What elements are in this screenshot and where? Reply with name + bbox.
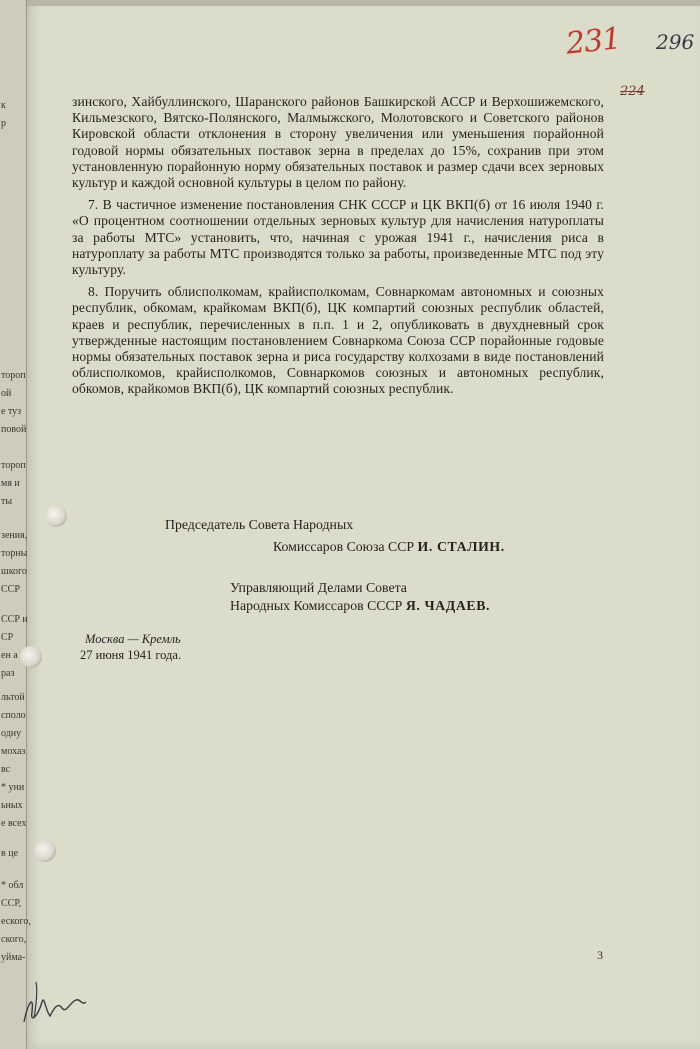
signature-title-manager: Управляющий Делами Совета	[230, 580, 407, 595]
signature-manager	[230, 598, 490, 614]
margin-fragment: ен а	[1, 650, 18, 661]
binding-hole	[34, 840, 56, 862]
handwritten-signature	[20, 972, 90, 1032]
signature-title-chairman: Председатель Совета Народных	[165, 517, 354, 532]
archive-folio: 296	[656, 30, 695, 54]
margin-fragment: уйма-	[1, 952, 26, 963]
margin-fragment: повой	[1, 424, 27, 435]
page-number: 3	[597, 948, 603, 962]
place-of-signing: Москва — Кремль	[85, 632, 181, 646]
margin-fragment: к	[1, 100, 6, 111]
archive-folio-red: 231	[564, 21, 622, 62]
margin-fragment: торны	[1, 548, 28, 559]
paragraph-8: 8. Поручить облисполкомам, крайисполкомам, Совнаркомам автономных и союзных республик, обкомам, крайкомам ВКП(б), ЦК компартий союзных республик областей, краев и республик, перечисленных в п.п. 1 и 2, опубликовать в двухдневный срок утвержденные настоящим постановлением Совнаркома Союза ССР порайонные годовые нормы обязательных поставок зерна и риса государству колхозами в виде постановлений облисполкомов, крайисполкомов, Совнаркомов союзных и автономных республик, обкомов, крайкомов ВКП(б), ЦК компартий союзных республик.	[72, 284, 604, 397]
paragraph-continuation: зинского, Хайбуллинского, Шаранского районов Башкирской АССР и Верхошижемского, Кильмезского, Вятско-Полянского, Малмыжского, Молотовского и Советского районов Кировской области отклонения в сторону увеличения или уменьшения порайонной годовой нормы обязательных поставок зерна в пределах до 15%, сохранив при этом установленную порайонную норму обязательных поставок и размер сдачи всех зерновых культур и каждой основной культуры в целом по району.	[72, 94, 604, 191]
binding-hole	[20, 646, 42, 668]
margin-fragment: ССР и	[1, 614, 28, 625]
margin-fragment: одну	[1, 728, 22, 739]
margin-fragment: раз	[1, 668, 15, 679]
margin-fragment: ССР	[1, 584, 20, 595]
document-body	[72, 94, 604, 404]
signature-chairman-name: И. СТАЛИН.	[417, 539, 505, 554]
margin-fragment: мохаз	[1, 746, 26, 757]
margin-fragment: * уни	[1, 782, 25, 793]
margin-fragment: СР	[1, 632, 14, 643]
margin-fragment: вс	[1, 764, 11, 775]
signature-manager-title: Народных Комиссаров СССР	[230, 598, 403, 613]
margin-fragment: ты	[1, 496, 13, 507]
paper-top-edge	[26, 0, 700, 6]
margin-fragment: ССР,	[1, 898, 22, 909]
margin-fragment: споло	[1, 710, 26, 721]
signature-chairman	[273, 539, 505, 555]
margin-fragment: ой	[1, 388, 12, 399]
previous-page-edge	[0, 0, 31, 1049]
margin-fragment: шкого	[1, 566, 27, 577]
margin-fragment: ского,	[1, 934, 27, 945]
margin-fragment: тороп	[1, 460, 26, 471]
binding-hole	[45, 505, 67, 527]
paragraph-7: 7. В частичное изменение постановления СНК СССР и ЦК ВКП(б) от 16 июля 1940 г. «О процентном соотношении отдельных зерновых культур для начисления натуроплаты за работы МТС» установить, что, начиная с урожая 1941 г., начисления риса в натуроплату за работы МТС производятся только за работы, произведенные МТС под эту культуру.	[72, 197, 604, 278]
margin-fragment: * обл	[1, 880, 24, 891]
archive-folio-old: 224	[620, 84, 645, 99]
margin-fragment: ьных	[1, 800, 23, 811]
margin-fragment: е туз	[1, 406, 22, 417]
margin-fragment: еского,	[1, 916, 31, 927]
signature-chairman-title: Комиссаров Союза ССР	[273, 539, 415, 554]
margin-fragment: е всех	[1, 818, 27, 829]
margin-fragment: в це	[1, 848, 19, 859]
margin-fragment: мя и	[1, 478, 20, 489]
margin-fragment: тороп	[1, 370, 26, 381]
document-date: 27 июня 1941 года.	[80, 648, 182, 662]
signature-manager-name: Я. ЧАДАЕВ.	[405, 598, 491, 613]
margin-fragment: зения,	[1, 530, 28, 541]
margin-fragment: льтой	[1, 692, 25, 703]
margin-fragment: р	[1, 118, 6, 129]
